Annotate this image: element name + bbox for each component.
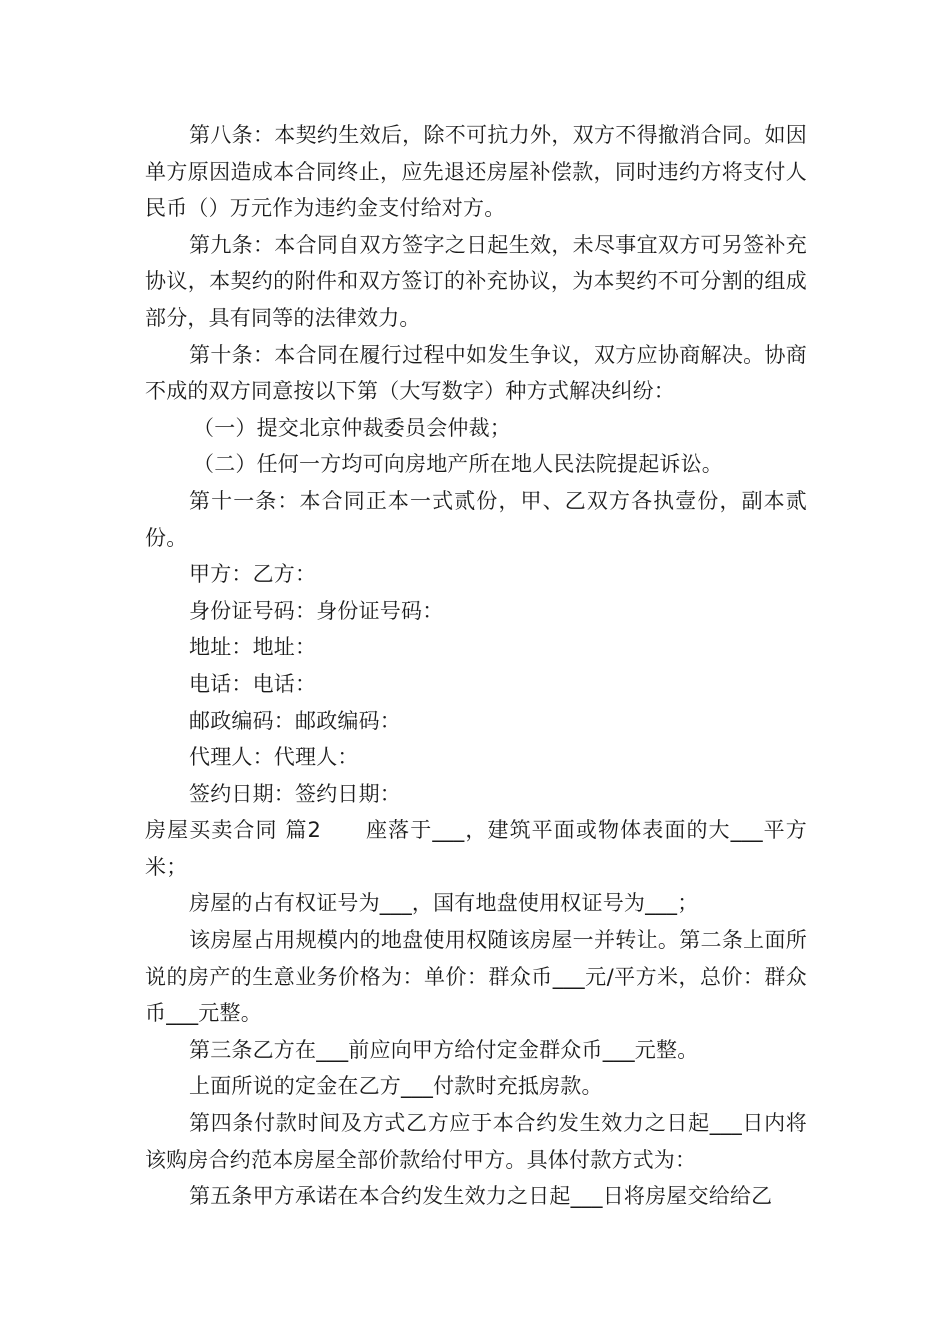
document-body xyxy=(145,117,807,1215)
clause-4-payment: 第四条付款时间及方式乙方应于本合约发生效力之日起___日内将该购房合约范本房屋全部价款给付甲方。具体付款方式为： xyxy=(145,1111,807,1172)
clause-3-deposit: 第三条乙方在___前应向甲方给付定金群众币___元整。 xyxy=(189,1037,699,1062)
signature-phone: 电话：电话： xyxy=(189,671,317,696)
clause-8: 第八条：本契约生效后，除不可抗力外，双方不得撤消合同。如因单方原因造成本合同终止，应先退还房屋补偿款，同时违约方将支付人民币（）万元作为违约金支付给对方。 xyxy=(145,123,807,221)
signature-date: 签约日期：签约日期： xyxy=(189,781,401,806)
signature-id-number: 身份证号码：身份证号码： xyxy=(189,598,444,623)
property-certificate: 房屋的占有权证号为___，国有地盘使用权证号为___； xyxy=(189,891,699,916)
section-title: 房屋买卖合同 篇2 xyxy=(145,818,322,843)
signature-party: 甲方：乙方： xyxy=(189,562,317,587)
clause-11: 第十一条：本合同正本一式贰份，甲、乙双方各执壹份，副本贰份。 xyxy=(145,488,807,550)
clause-5-delivery: 第五条甲方承诺在本合约发生效力之日起___日将房屋交给给乙 xyxy=(189,1184,773,1209)
clause-10-option-1: （一）提交北京仲裁委员会仲裁； xyxy=(193,415,511,440)
section-first-text: 座落于___，建筑平面或物体表面的大___平方米； xyxy=(145,818,807,879)
land-use-and-price: 该房屋占用规模内的地盘使用权随该房屋一并转让。第二条上面所说的房产的生意业务价格为：单价：群众币___元/平方米，总价：群众币___元整。 xyxy=(145,928,807,1026)
deposit-offset: 上面所说的定金在乙方___付款时充抵房款。 xyxy=(189,1074,603,1099)
section-2-start xyxy=(145,812,807,885)
clause-10-option-2: （二）任何一方均可向房地产所在地人民法院提起诉讼。 xyxy=(193,452,723,477)
clause-9: 第九条：本合同自双方签字之日起生效，未尽事宜双方可另签补充协议，本契约的附件和双方签订的补充协议，为本契约不可分割的组成部分，具有同等的法律效力。 xyxy=(145,232,807,330)
clause-10: 第十条：本合同在履行过程中如发生争议，双方应协商解决。协商不成的双方同意按以下第（大写数字）种方式解决纠纷： xyxy=(145,342,807,404)
signature-agent: 代理人：代理人： xyxy=(189,745,359,770)
signature-postcode: 邮政编码：邮政编码： xyxy=(189,708,401,733)
signature-address: 地址：地址： xyxy=(189,635,317,660)
